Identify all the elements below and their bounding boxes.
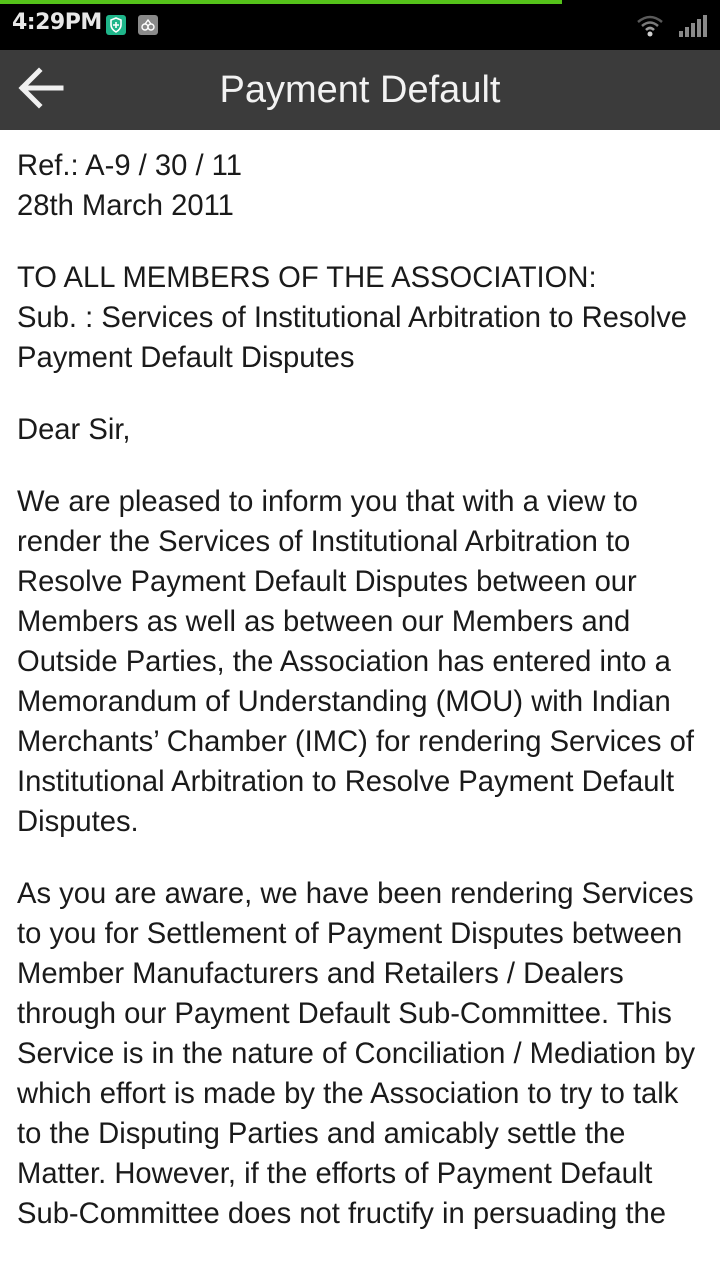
letter-content [17,146,707,1280]
status-time: 4:29PM [12,10,102,35]
app-icon [138,15,158,35]
page-title: Payment Default [219,69,501,111]
arrow-left-icon [15,66,65,114]
signal-icon [678,14,708,42]
page-load-progress [0,0,562,4]
status-bar [0,0,720,50]
back-button[interactable] [10,62,70,118]
shield-icon [106,15,126,35]
letter-paragraph-1: We are pleased to inform you that with a view to render the Services of Institutional Arbitration to Resolve Payment Default Disputes between our Members as well as between our Members and Outside Parties, the Association has entered into a Memorandum of Understanding (MOU) with Indian Merchants’ Chamber (IMC) for rendering Services of Institutional Arbitration to Resolve Payment Default Disputes. [17,486,694,838]
letter-salutation: Dear Sir, [17,414,131,446]
letter-subject: Sub. : Services of Institutional Arbitration to Resolve Payment Default Disputes [17,302,688,374]
letter-date: 28th March 2011 [17,190,234,222]
action-bar [0,50,720,130]
letter-ref: Ref.: A-9 / 30 / 11 [17,150,242,182]
letter-recipients: TO ALL MEMBERS OF THE ASSOCIATION: [17,262,597,294]
letter-paragraph-2: As you are aware, we have been rendering Services to you for Settlement of Payment Disputes between Member Manufacturers and Retailers / Dealers through our Payment Default Sub-Committee. This Service is in the nature of Conciliation / Mediation by which effort is made by the Association to try to talk to the Disputing Parties and amicably settle the Matter. However, if the efforts of Payment Default Sub-Committee does not fructify in persuading the [17,878,696,1230]
wifi-icon [636,14,664,42]
